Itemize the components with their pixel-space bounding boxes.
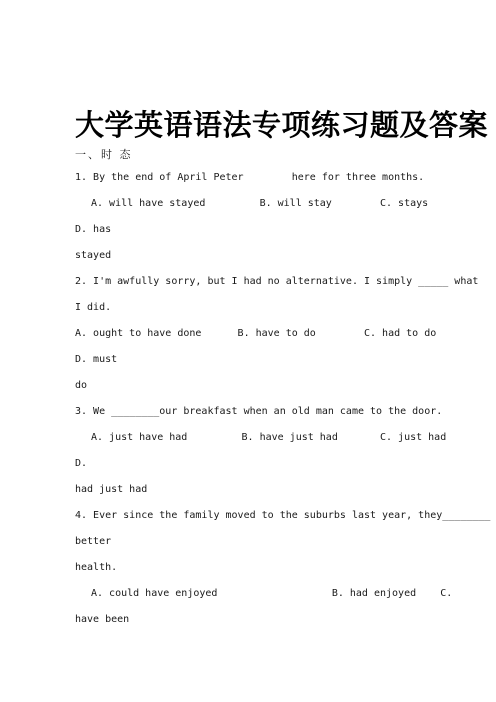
question-4-options: A. could have enjoyed B. had enjoyed C.	[91, 588, 453, 599]
question-4-stem: 4. Ever since the family moved to the suburbs last year, they________	[75, 510, 491, 521]
question-3-options: A. just have had B. have just had C. just had	[91, 432, 447, 443]
question-2-option-d: D. must	[75, 354, 118, 365]
section-heading: 一、时 态	[75, 148, 133, 161]
question-3-stem: 3. We ________our breakfast when an old man came to the door.	[75, 406, 443, 417]
page-title: 大学英语语法专项练习题及答案	[75, 108, 489, 142]
question-4-stem-end: health.	[75, 562, 118, 573]
question-1-stem: 1. By the end of April Peter here for three months.	[75, 172, 425, 183]
question-2-stem-cont: I did.	[75, 302, 112, 313]
question-1-option-d: D. has	[75, 224, 112, 235]
question-2-stem: 2. I'm awfully sorry, but I had no alternative. I simply _____ what	[75, 276, 479, 287]
question-3-option-d-cont: had just had	[75, 484, 148, 495]
question-3-option-d: D.	[75, 458, 88, 469]
question-4-stem-cont: better	[75, 536, 112, 547]
question-2-option-d-cont: do	[75, 380, 88, 391]
question-2-options: A. ought to have done B. have to do C. had to do	[75, 328, 437, 339]
question-1-option-d-cont: stayed	[75, 250, 112, 261]
question-1-options: A. will have stayed B. will stay C. stays	[91, 198, 429, 209]
question-4-option-c-cont: have been	[75, 614, 130, 625]
